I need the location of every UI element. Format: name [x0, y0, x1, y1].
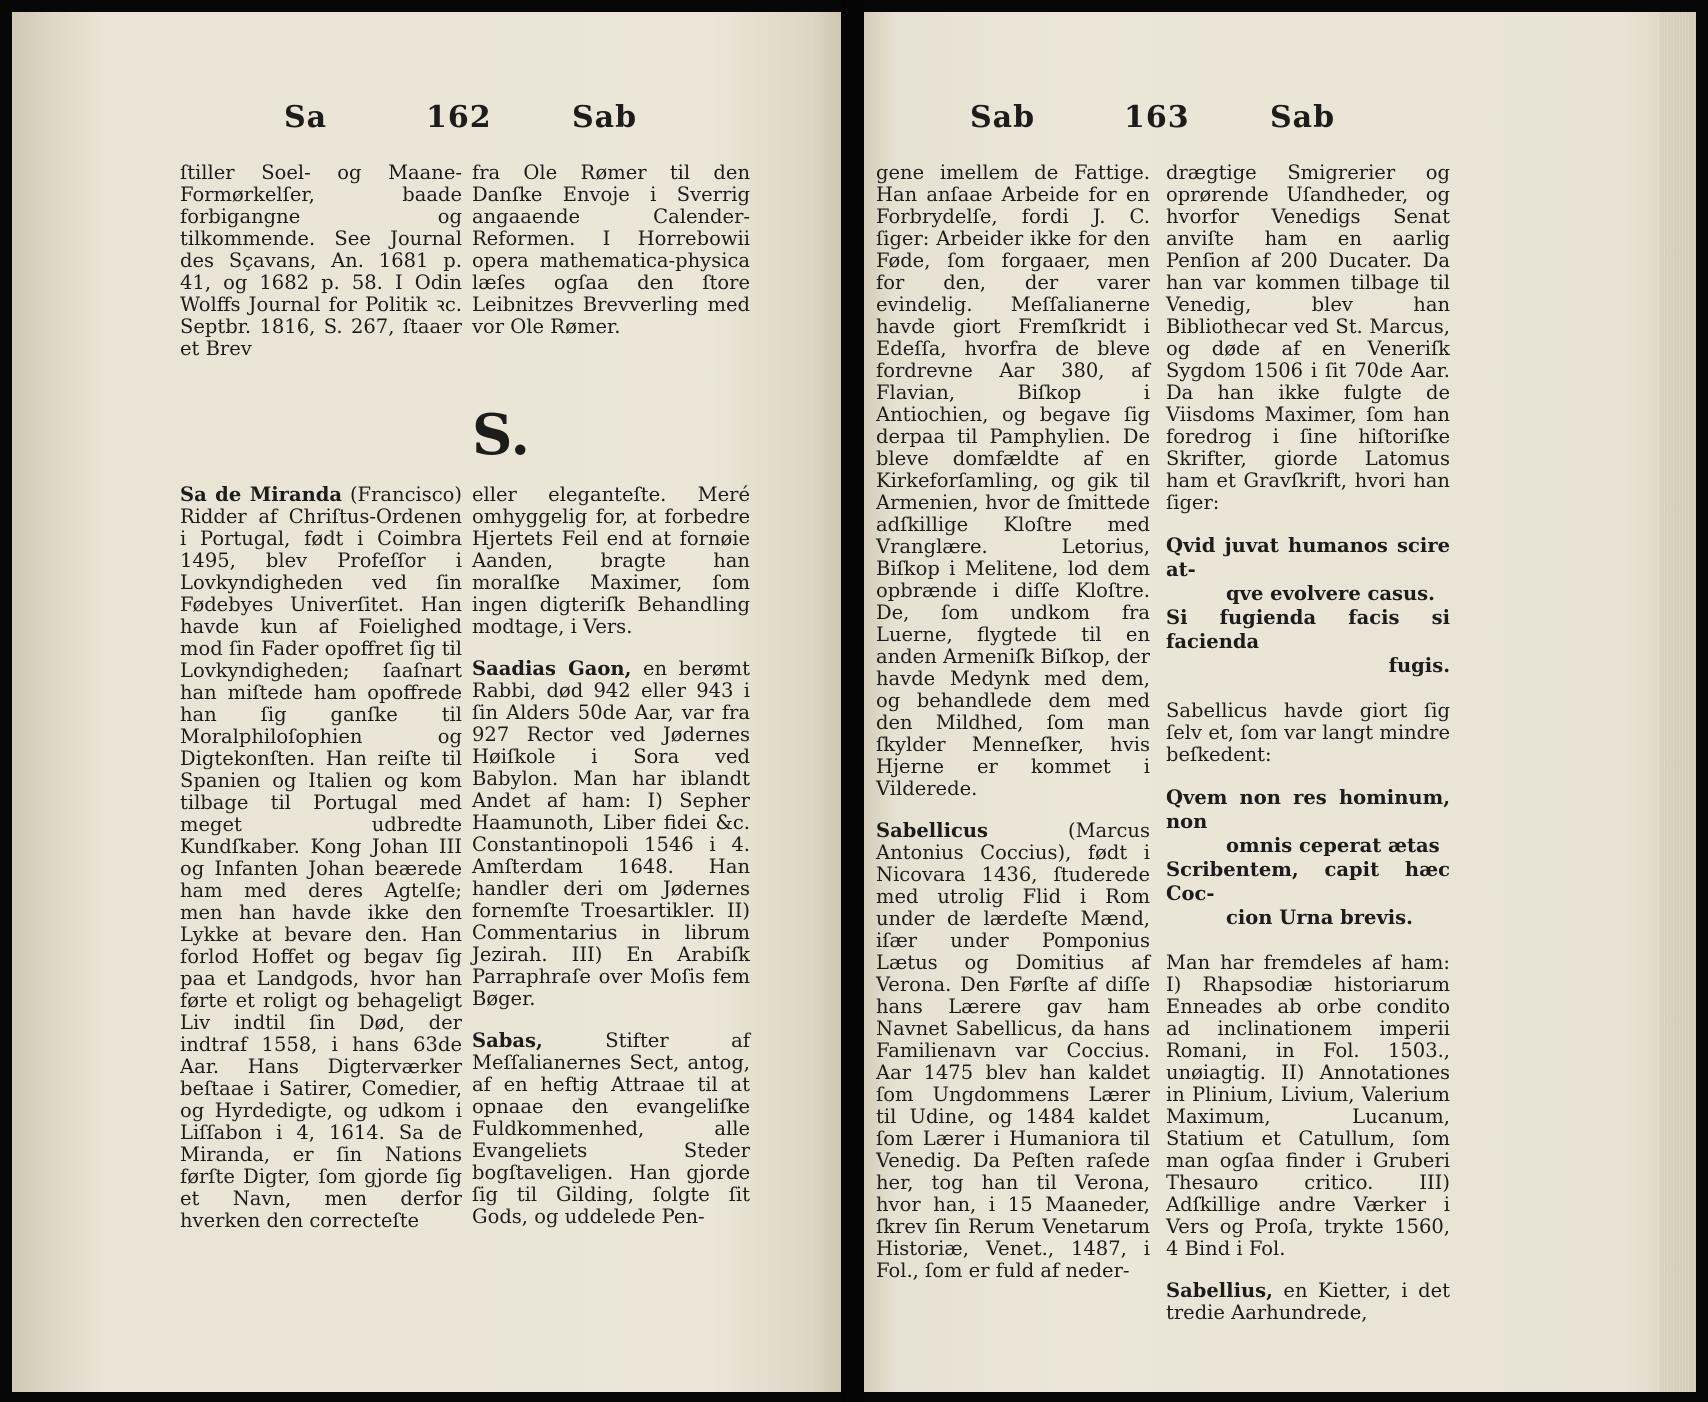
quote1-line3: Si fugienda facis si facienda	[1166, 606, 1450, 653]
header-right-word: Sab	[572, 100, 638, 135]
paragraph-works: Man har fremdeles af ham: I) Rhapsodiæ historiarum Enneades ab orbe condito ad inclinationem imperii Romani, in Fol. 1503., unøiagtig. II) Annotationes in Plinium, Livium, Valerium Maximum, Lucanum, Statium et Catullum, ſom man ogſaa finder i Gruberi Thesauro critico. III) Adſkillige andre Værker i Vers og Proſa, trykte 1560, 4 Bind i Fol.	[1166, 951, 1450, 1260]
paragraph-roemer-cont: fra Ole Rømer til den Danſke Envoje i Sverrig angaaende Calender-Reformen. I Horrebowii opera mathematica-physica læſes ogſaa den ſtore Leibnitzes Brevverling med vor Ole Rømer.	[472, 161, 750, 338]
paragraph-miranda-cont: eller eleganteſte. Meré omhyggelig for, at forbedre Hjertets Feil end at fornøie Aanden, bragte han moralſke Maximer, ſom ingen digteriſk Behandling modtage, i Vers.	[472, 483, 750, 638]
left-col2-top	[472, 162, 750, 358]
entry-text-sabellius: en Kietter, i det tredie Aarhundrede,	[1166, 1279, 1450, 1324]
header-right-word: Sab	[1270, 100, 1336, 135]
left-col1-main	[180, 484, 462, 1252]
paragraph-roemer-letters: ſtiller Soel- og Maane-Formørkelſer, baade forbigangne og tilkommende. See Journal des Sçavans, An. 1681 p. 41, og 1682 p. 58. I Odin Wolffs Journal for Politik ꝛc. Septbr. 1816, S. 267, ſtaaer et Brev	[180, 161, 462, 360]
section-letter-s: S.	[472, 402, 530, 468]
entry-text-saadias: en berømt Rabbi, død 942 eller 943 i ſin Alders 50de Aar, var fra 927 Rector ved Jødernes Høiſkole i Sora ved Babylon. Man har iblandt Andet af ham: I) Sepher Haamunoth, Liber fidei &c. Constantinopoli 1546 i 4. Amſterdam 1648. Han handler deri om Jødernes fornemſte Troesartikler. II) Commentarius in librum Jezirah. III) En Arabiſk Parraphraſe over Moſis fem Bøger.	[472, 657, 751, 1010]
quote2-line1: Qvem non res hominum, non	[1166, 786, 1450, 833]
left-page	[12, 12, 841, 1392]
entry-text-sa-de-miranda: (Francisco) Ridder af Chriſtus-Ordenen i Portugal, født i Coimbra 1495, blev Profeſſor i Lovkyndigheden ved ſin Fødebyes Univerſitet. Han havde kun af Foielighed mod ſin Fader opoffret ſig til Lovkyndigheden; ſaaſnart han miſtede ham opoffrede han ſig ganſke til Moralphiloſophien og Digtekonſten. Han reiſte til Spanien og Italien og kom tilbage til Portugal med meget udbredte Kundſkaber. Kong Johan III og Infanten Johan beærede ham med deres Agtelſe; men han havde ikke den Lykke at bevare den. Han forlod Hoffet og begav ſig paa et Landgods, hvor han førte et roligt og behageligt Liv indtil ſin Død, der indtraf 1558, i hans 63de Aar. Hans Digterværker beſtaae i Satirer, Comedier, og Hyrdedigte, og udkom i Liſſabon i 4, 1614. Sa de Miranda, er ſin Nations førſte Digter, ſom gjorde ſig et Navn, men derfor hverken den correcteſte	[180, 483, 463, 1232]
paragraph-messalianer: gene imellem de Fattige. Han anſaae Arbeide for en Forbrydelſe, fordi J. C. ſiger: Arbeider ikke for den Føde, ſom forgaaer, men for den, der varer evindelig. Meſſalianerne havde giort Fremſkridt i Edeſſa, hvorfra de bleve fordrevne Aar 380, af Flavian, Biſkop i Antiochien, og begave ſig derpaa til Pamphylien. De bleve domfældte af en Kirkeforſamling, og gik til Armenien, hvor de ſmittede adſkillige Kloſtre med Vranglære. Letorius, Biſkop i Melitene, lod dem opbrænde i diſſe Kloſtre. De, ſom undkom fra Luerne, flygtede til en anden Armeniſk Biſkop, der havde Medynk med dem, og behandlede dem med den Mildhed, ſom man ſkylder Menneſker, hvis Hjerne er kommet i Vilderede.	[876, 161, 1150, 800]
entry-sabellicus	[876, 820, 1150, 1282]
header-left-word: Sab	[970, 100, 1036, 135]
entry-text-sabas: Stifter af Meſſalianernes Sect, antog, af en heftig Attraae til at opnaae den evangeliſke Fuldkommenhed, alle Evangeliets Steder bogſtaveligen. Han gjorde ſig til Gilding, ſolgte ſit Gods, og uddelede Pen-	[472, 1029, 751, 1228]
header-left-word: Sa	[284, 100, 328, 135]
entry-head-sabas: Sabas,	[472, 1029, 543, 1052]
paragraph-sabellicus-cont: drægtige Smigrerier og oprørende Uſandheder, og hvorfor Venedigs Senat anviſte ham en aarlig Penſion af 200 Ducater. Da han var kommen tilbage til Venedig, blev han Bibliothecar ved St. Marcus, og døde af en Veneriſk Sygdom 1506 i ſit 70de Aar. Da han ikke fulgte de Viisdoms Maximer, ſom han foredrog i ſine hiſtoriſke Skrifter, giorde Latomus ham et Gravſkrift, hvori han ſiger:	[1166, 161, 1450, 514]
quote2-line3: Scribentem, capit hæc Coc-	[1166, 858, 1450, 905]
left-col1-top	[180, 162, 462, 380]
entry-saadias	[472, 658, 750, 1010]
right-col2	[1166, 162, 1450, 1344]
book-gutter	[841, 0, 864, 1402]
right-page	[864, 12, 1696, 1392]
left-col2-main	[472, 484, 750, 1248]
paragraph-sabellicus-self: Sabellicus havde giort ſig ſelv et, ſom var langt mindre beſkedent:	[1166, 699, 1450, 766]
quote2-line2: omnis ceperat ætas	[1226, 834, 1440, 857]
quote1-line2: qve evolvere casus.	[1226, 582, 1435, 605]
latin-epitaph-latomus	[1166, 534, 1450, 678]
entry-head-sa-de-miranda: Sa de Miranda	[180, 483, 343, 506]
quote1-line4: fugis.	[1388, 654, 1450, 677]
latin-epitaph-self	[1166, 786, 1450, 930]
entry-sa-de-miranda	[180, 484, 462, 1232]
page-number-162: 162	[426, 100, 492, 135]
quote2-line4: cion Urna brevis.	[1226, 906, 1413, 929]
page-number-163: 163	[1124, 100, 1190, 135]
entry-text-sabellicus: (Marcus Antonius Coccius), født i Nicovara 1436, ſtuderede med utrolig Flid i Rom under de lærdeſte Mænd, iſær under Pomponius Lætus og Domitius af Verona. Den Førſte af diſſe hans Lærere gav ham Navnet Sabellicus, da hans Familienavn var Coccius. Aar 1475 blev han kaldet ſom Ungdommens Lærer til Udine, og 1484 kaldet ſom Lærer i Humaniora til Venedig. Da Peſten raſede her, tog han til Verona, hvor han, i 15 Maaneder, ſkrev ſin Rerum Venetarum Historiæ, Venet., 1487, i Fol., ſom er fuld af neder-	[876, 819, 1150, 1282]
entry-sabellius	[1166, 1280, 1450, 1324]
entry-head-sabellicus: Sabellicus	[876, 819, 989, 842]
page-edges-right	[1660, 12, 1696, 1392]
entry-head-sabellius: Sabellius,	[1166, 1279, 1273, 1302]
right-col1	[876, 162, 1150, 1302]
quote1-line1: Qvid juvat humanos scire at-	[1166, 534, 1450, 581]
entry-sabas	[472, 1030, 750, 1228]
entry-head-saadias: Saadias Gaon,	[472, 657, 632, 680]
